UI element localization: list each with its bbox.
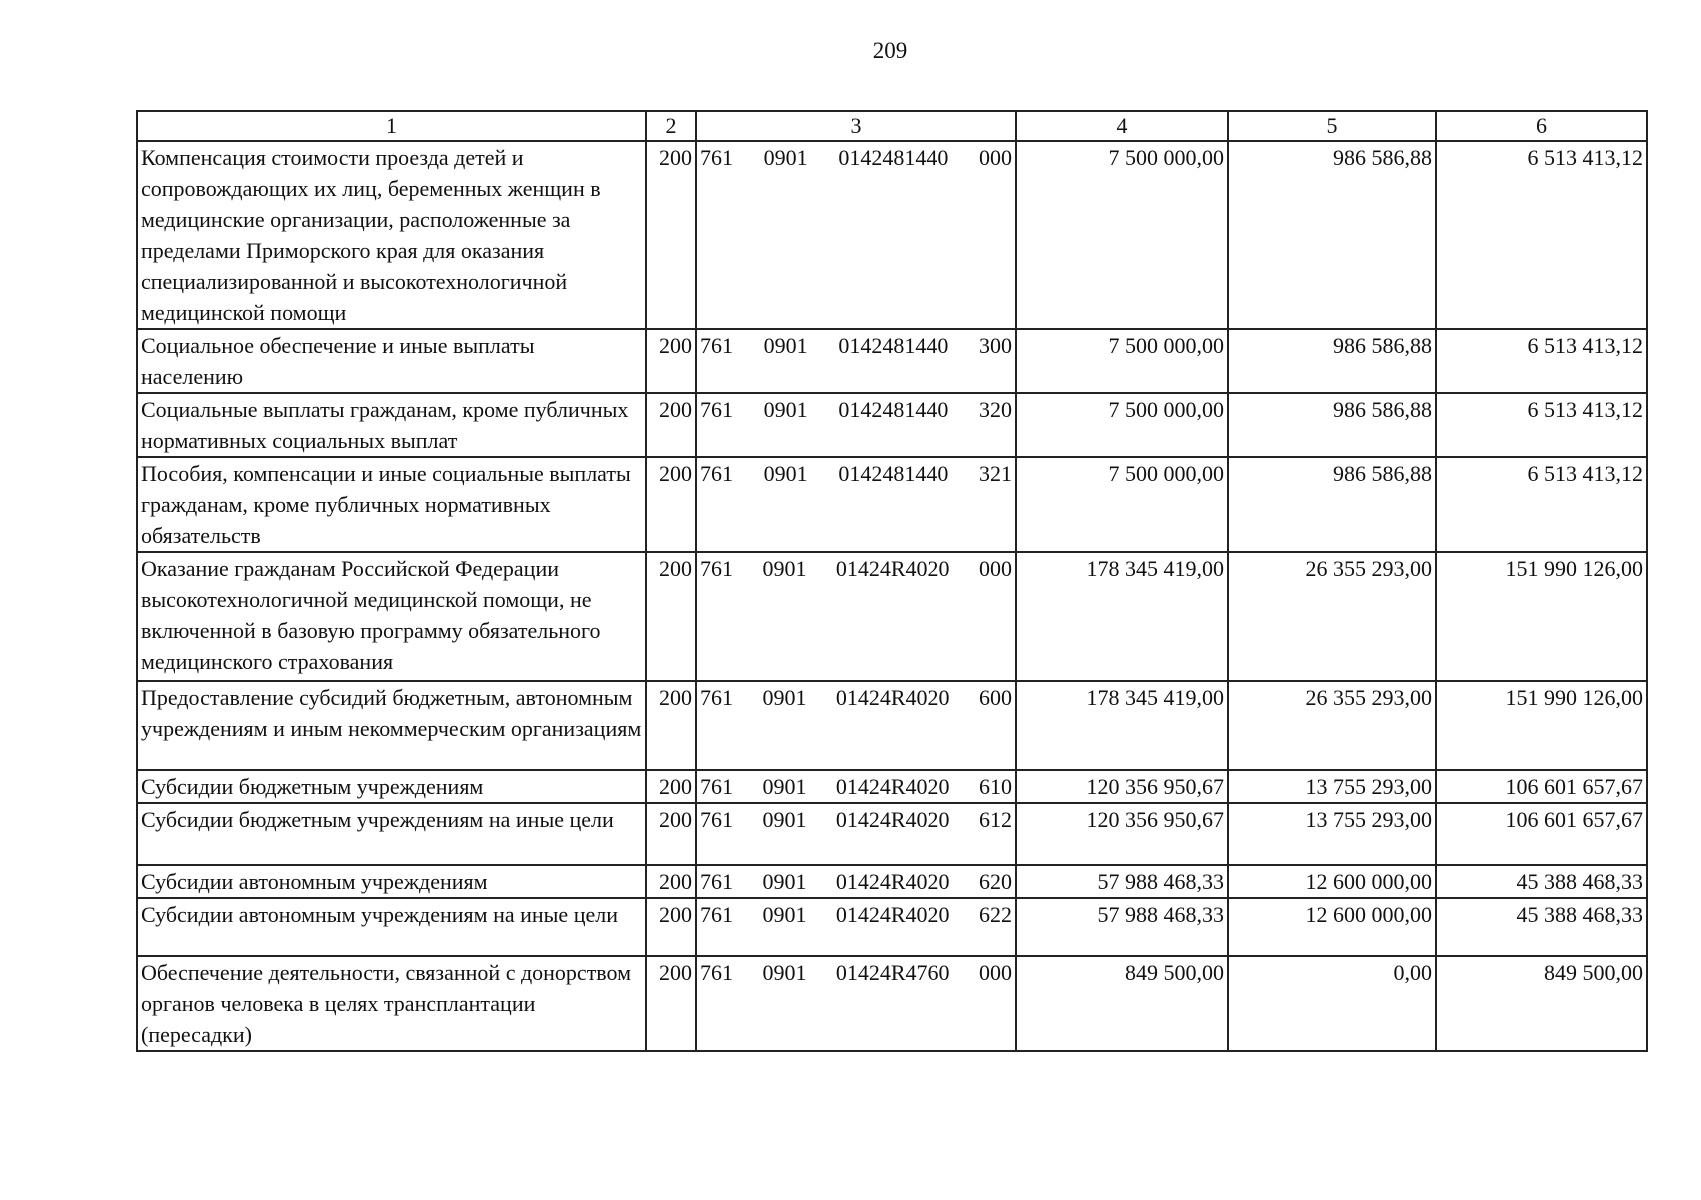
table-row bbox=[137, 552, 1647, 681]
classification-code bbox=[696, 457, 1016, 552]
code-col2: 200 bbox=[646, 329, 696, 393]
classification-code bbox=[696, 681, 1016, 770]
code-col2: 200 bbox=[646, 865, 696, 898]
section-code: 0901 bbox=[763, 333, 808, 358]
section-code: 0901 bbox=[762, 869, 807, 894]
section-code: 0901 bbox=[762, 556, 807, 581]
code-col2: 200 bbox=[646, 956, 696, 1051]
table-row bbox=[137, 681, 1647, 770]
expense-type-code: 000 bbox=[978, 145, 1012, 170]
item-name: Субсидии бюджетным учреждениям bbox=[137, 770, 646, 803]
code-col2: 200 bbox=[646, 457, 696, 552]
amount-col4: 120 356 950,67 bbox=[1016, 803, 1228, 865]
grbs-code: 761 bbox=[700, 902, 733, 927]
target-article-code: 01424R4020 bbox=[835, 556, 950, 581]
amount-col5: 26 355 293,00 bbox=[1228, 552, 1436, 681]
target-article-code: 01424R4020 bbox=[835, 774, 950, 799]
item-name: Субсидии автономным учреждениям на иные цели bbox=[137, 898, 646, 956]
column-header: 2 bbox=[646, 111, 696, 141]
amount-col6: 106 601 657,67 bbox=[1436, 770, 1647, 803]
classification-code bbox=[696, 393, 1016, 457]
target-article-code: 01424R4020 bbox=[835, 685, 950, 710]
expense-type-code: 622 bbox=[979, 902, 1012, 927]
amount-col6: 6 513 413,12 bbox=[1436, 457, 1647, 552]
amount-col4: 120 356 950,67 bbox=[1016, 770, 1228, 803]
table-row bbox=[137, 956, 1647, 1051]
section-code: 0901 bbox=[762, 960, 807, 985]
expense-type-code: 320 bbox=[978, 397, 1012, 422]
target-article-code: 0142481440 bbox=[838, 397, 949, 422]
page-number: 209 bbox=[872, 38, 908, 63]
code-col2: 200 bbox=[646, 393, 696, 457]
amount-col5: 13 755 293,00 bbox=[1228, 803, 1436, 865]
grbs-code: 761 bbox=[700, 685, 733, 710]
amount-col4: 178 345 419,00 bbox=[1016, 552, 1228, 681]
classification-code bbox=[696, 803, 1016, 865]
expense-type-code: 000 bbox=[979, 556, 1012, 581]
amount-col4: 849 500,00 bbox=[1016, 956, 1228, 1051]
table-row bbox=[137, 329, 1647, 393]
amount-col5: 26 355 293,00 bbox=[1228, 681, 1436, 770]
amount-col5: 12 600 000,00 bbox=[1228, 898, 1436, 956]
expense-type-code: 000 bbox=[979, 960, 1012, 985]
column-header: 5 bbox=[1228, 111, 1436, 141]
item-name: Предоставление субсидий бюджетным, автономным учреждениям и иным некоммерческим организациям bbox=[137, 681, 646, 770]
amount-col4: 57 988 468,33 bbox=[1016, 865, 1228, 898]
item-name: Обеспечение деятельности, связанной с донорством органов человека в целях трансплантации (пересадки) bbox=[137, 956, 646, 1051]
column-header: 3 bbox=[696, 111, 1016, 141]
amount-col5: 986 586,88 bbox=[1228, 329, 1436, 393]
expense-type-code: 300 bbox=[978, 333, 1012, 358]
table-row bbox=[137, 770, 1647, 803]
amount-col5: 13 755 293,00 bbox=[1228, 770, 1436, 803]
budget-table bbox=[136, 110, 1648, 1052]
table-row bbox=[137, 141, 1647, 329]
item-name: Оказание гражданам Российской Федерации высокотехнологичной медицинской помощи, не включенной в базовую программу обязательного медицинского страхования bbox=[137, 552, 646, 681]
item-name: Субсидии бюджетным учреждениям на иные цели bbox=[137, 803, 646, 865]
code-col2: 200 bbox=[646, 681, 696, 770]
section-code: 0901 bbox=[762, 807, 807, 832]
grbs-code: 761 bbox=[700, 869, 733, 894]
classification-code bbox=[696, 329, 1016, 393]
table-row bbox=[137, 803, 1647, 865]
amount-col4: 7 500 000,00 bbox=[1016, 141, 1228, 329]
classification-code bbox=[696, 865, 1016, 898]
section-code: 0901 bbox=[763, 145, 808, 170]
target-article-code: 01424R4020 bbox=[835, 869, 950, 894]
section-code: 0901 bbox=[762, 685, 807, 710]
classification-code bbox=[696, 898, 1016, 956]
expense-type-code: 620 bbox=[979, 869, 1012, 894]
expense-type-code: 610 bbox=[979, 774, 1012, 799]
amount-col6: 106 601 657,67 bbox=[1436, 803, 1647, 865]
code-col2: 200 bbox=[646, 898, 696, 956]
section-code: 0901 bbox=[762, 902, 807, 927]
amount-col6: 849 500,00 bbox=[1436, 956, 1647, 1051]
amount-col5: 986 586,88 bbox=[1228, 141, 1436, 329]
amount-col4: 7 500 000,00 bbox=[1016, 457, 1228, 552]
item-name: Социальные выплаты гражданам, кроме публичных нормативных социальных выплат bbox=[137, 393, 646, 457]
amount-col6: 151 990 126,00 bbox=[1436, 552, 1647, 681]
grbs-code: 761 bbox=[700, 774, 733, 799]
expense-type-code: 612 bbox=[979, 807, 1012, 832]
code-col2: 200 bbox=[646, 552, 696, 681]
amount-col6: 6 513 413,12 bbox=[1436, 329, 1647, 393]
target-article-code: 0142481440 bbox=[838, 145, 949, 170]
column-header: 1 bbox=[137, 111, 646, 141]
column-header: 6 bbox=[1436, 111, 1647, 141]
table-row bbox=[137, 457, 1647, 552]
grbs-code: 761 bbox=[700, 397, 733, 422]
grbs-code: 761 bbox=[700, 807, 733, 832]
code-col2: 200 bbox=[646, 770, 696, 803]
amount-col4: 178 345 419,00 bbox=[1016, 681, 1228, 770]
amount-col6: 151 990 126,00 bbox=[1436, 681, 1647, 770]
table-row bbox=[137, 865, 1647, 898]
grbs-code: 761 bbox=[700, 145, 733, 170]
table-row bbox=[137, 393, 1647, 457]
item-name: Социальное обеспечение и иные выплаты населению bbox=[137, 329, 646, 393]
amount-col4: 7 500 000,00 bbox=[1016, 329, 1228, 393]
column-number-row bbox=[137, 111, 1647, 141]
grbs-code: 761 bbox=[700, 556, 733, 581]
table-row bbox=[137, 898, 1647, 956]
section-code: 0901 bbox=[762, 774, 807, 799]
target-article-code: 01424R4020 bbox=[835, 902, 950, 927]
grbs-code: 761 bbox=[700, 333, 733, 358]
grbs-code: 761 bbox=[700, 461, 733, 486]
column-header: 4 bbox=[1016, 111, 1228, 141]
classification-code bbox=[696, 956, 1016, 1051]
amount-col6: 6 513 413,12 bbox=[1436, 141, 1647, 329]
code-col2: 200 bbox=[646, 803, 696, 865]
target-article-code: 0142481440 bbox=[838, 461, 949, 486]
item-name: Компенсация стоимости проезда детей и сопровождающих их лиц, беременных женщин в медицинские организации, расположенные за пределами Приморского края для оказания специализированной и высокотехнологичной медицинской помощи bbox=[137, 141, 646, 329]
item-name: Субсидии автономным учреждениям bbox=[137, 865, 646, 898]
target-article-code: 01424R4760 bbox=[835, 960, 950, 985]
classification-code bbox=[696, 770, 1016, 803]
target-article-code: 0142481440 bbox=[838, 333, 949, 358]
grbs-code: 761 bbox=[700, 960, 733, 985]
amount-col6: 6 513 413,12 bbox=[1436, 393, 1647, 457]
amount-col4: 7 500 000,00 bbox=[1016, 393, 1228, 457]
amount-col6: 45 388 468,33 bbox=[1436, 898, 1647, 956]
expense-type-code: 321 bbox=[978, 461, 1012, 486]
section-code: 0901 bbox=[763, 397, 808, 422]
amount-col5: 986 586,88 bbox=[1228, 393, 1436, 457]
code-col2: 200 bbox=[646, 141, 696, 329]
classification-code bbox=[696, 552, 1016, 681]
amount-col5: 986 586,88 bbox=[1228, 457, 1436, 552]
amount-col6: 45 388 468,33 bbox=[1436, 865, 1647, 898]
amount-col5: 12 600 000,00 bbox=[1228, 865, 1436, 898]
classification-code bbox=[696, 141, 1016, 329]
expense-type-code: 600 bbox=[979, 685, 1012, 710]
amount-col5: 0,00 bbox=[1228, 956, 1436, 1051]
target-article-code: 01424R4020 bbox=[835, 807, 950, 832]
section-code: 0901 bbox=[763, 461, 808, 486]
item-name: Пособия, компенсации и иные социальные выплаты гражданам, кроме публичных нормативных обязательств bbox=[137, 457, 646, 552]
amount-col4: 57 988 468,33 bbox=[1016, 898, 1228, 956]
